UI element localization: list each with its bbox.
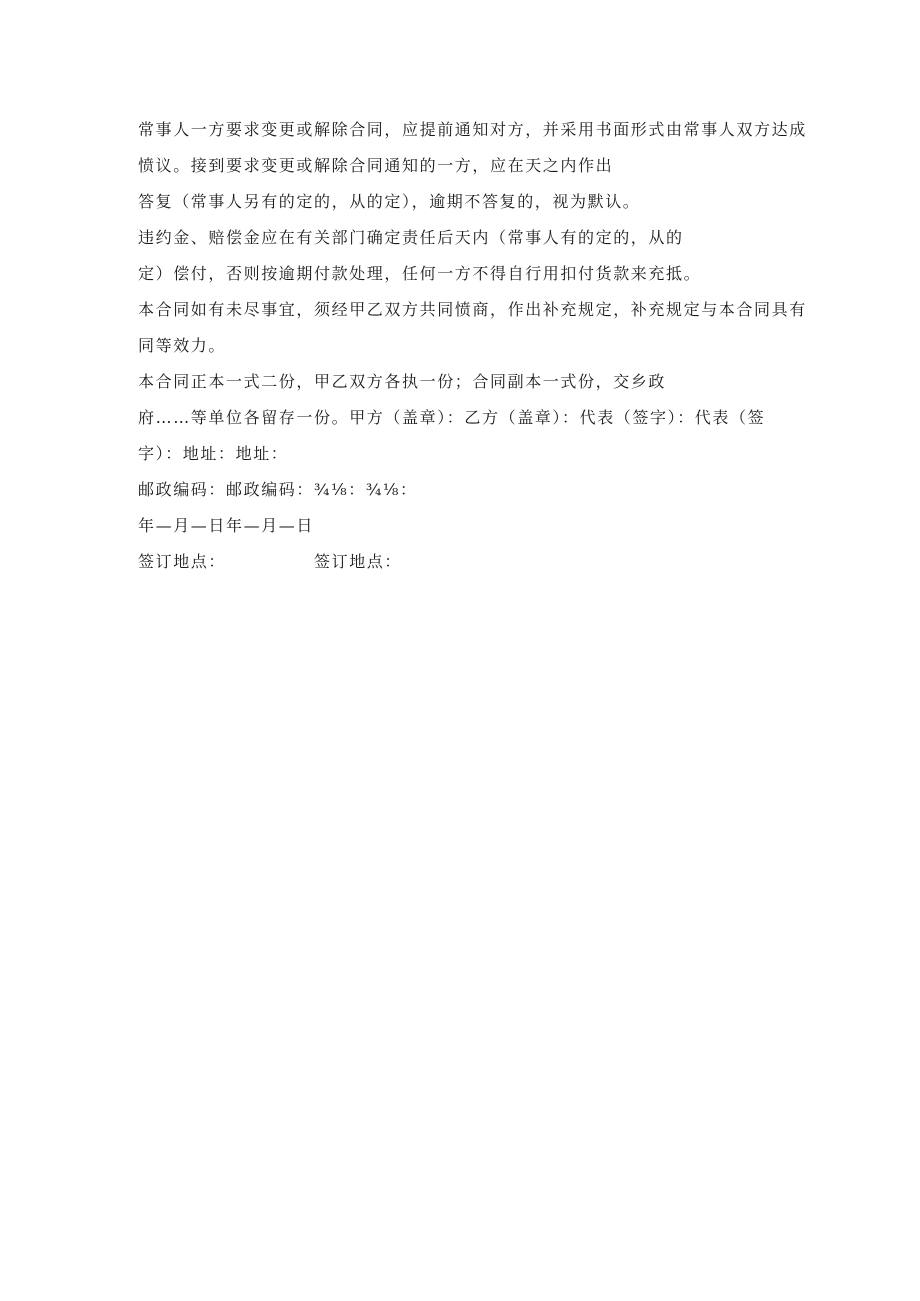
text-line-2: 愤议。接到要求变更或解除合同通知的一方，应在天之内作出 — [138, 156, 614, 175]
contract-text — [138, 112, 807, 580]
text-line-11: 邮政编码：邮政编码：¾⅛：¾⅛： — [138, 480, 418, 499]
text-line-8: 本合同正本一式二份，甲乙双方各执一份；合同副本一式份，交乡政 — [138, 372, 667, 391]
text-line-7: 同等效力。 — [138, 336, 227, 355]
text-line-5: 定）偿付，否则按逾期付款处理，任何一方不得自行用扣付货款来充抵。 — [138, 264, 702, 283]
text-line-6: 本合同如有未尽事宜，须经甲乙双方共同愤商，作出补充规定，补充规定与本合同具有 — [138, 300, 807, 319]
text-line-1: 常事人一方要求变更或解除合同，应提前通知对方，并采用书面形式由常事人双方达成 — [138, 120, 807, 139]
text-line-3: 答复（常事人另有的定的，从的定），逾期不答复的，视为默认。 — [138, 192, 641, 211]
signing-place-left: 签订地点： — [138, 552, 227, 571]
text-line-10: 字）：地址：地址： — [138, 444, 289, 463]
text-line-9: 府……等单位各留存一份。甲方（盖章）：乙方（盖章）：代表（签字）：代表（签 — [138, 408, 766, 427]
signing-place-right: 签订地点： — [314, 552, 403, 571]
signing-place-row — [138, 544, 788, 580]
text-line-4: 违约金、赔偿金应在有关部门确定责任后天内（常事人有的定的，从的 — [138, 228, 684, 247]
text-line-12: 年—月—日年—月—日 — [138, 516, 315, 535]
